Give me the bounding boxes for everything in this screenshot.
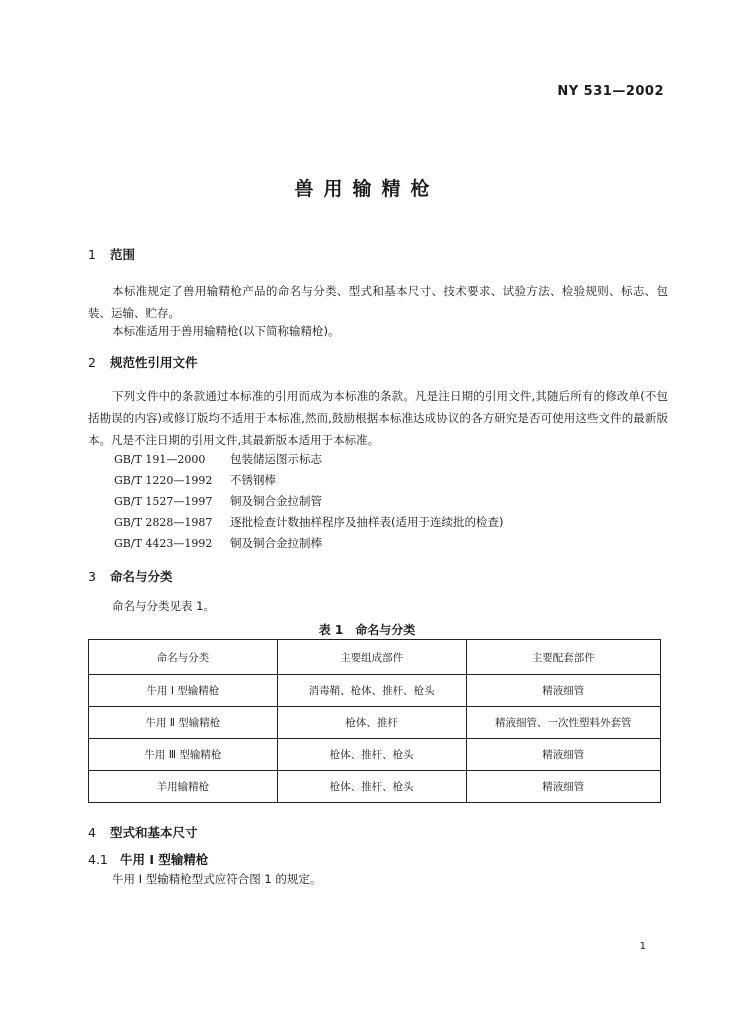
table-row <box>89 771 661 803</box>
table-cell: 枪体、推杆、枪头 <box>277 739 466 771</box>
section-3-paragraph: 命名与分类见表 1。 <box>112 599 215 613</box>
subsection-number: 4.1 <box>88 852 108 867</box>
section-2-paragraph: 下列文件中的条款通过本标准的引用而成为本标准的条款。凡是注日期的引用文件,其随后所有的修改单(不包括勘误的内容)或修订版均不适用于本标准,然而,鼓励根据本标准达成协议的各方研究是否可使用这些文件的最新版本。凡是不注日期的引用文件,其最新版本适用于本标准。 <box>88 389 668 447</box>
reference-code: GB/T 2828—1987 <box>114 516 213 529</box>
reference-item <box>114 472 276 488</box>
table-cell: 牛用 Ⅲ 型输精枪 <box>89 739 278 771</box>
table-cell: 牛用 Ⅱ 型输精枪 <box>89 707 278 739</box>
section-number: 3 <box>88 569 96 584</box>
subsection-4-1-heading <box>88 850 208 868</box>
section-title: 型式和基本尺寸 <box>110 825 198 840</box>
reference-item <box>114 535 322 551</box>
document-title: 兽用输精枪 <box>294 178 440 200</box>
subsection-title: 牛用 I 型输精枪 <box>120 852 209 867</box>
table-cell: 枪体、推杆 <box>277 707 466 739</box>
reference-item <box>114 451 322 467</box>
table-row <box>89 739 661 771</box>
section-number: 1 <box>88 247 96 262</box>
section-title: 范围 <box>110 247 136 262</box>
table-cell: 精液细管 <box>466 739 661 771</box>
reference-item <box>114 514 503 530</box>
reference-name: 不锈钢棒 <box>230 473 276 487</box>
section-title: 命名与分类 <box>110 569 173 584</box>
table-cell: 精液细管 <box>466 771 661 803</box>
table-header-cell: 命名与分类 <box>89 640 278 675</box>
table-row <box>89 675 661 707</box>
section-1-heading <box>88 245 135 263</box>
standard-code: NY 531—2002 <box>557 84 664 99</box>
table-row <box>89 707 661 739</box>
table-cell: 羊用输精枪 <box>89 771 278 803</box>
section-title: 规范性引用文件 <box>110 355 198 370</box>
table-header-cell: 主要组成部件 <box>277 640 466 675</box>
table-cell: 精液细管、一次性塑料外套管 <box>466 707 661 739</box>
table-cell: 枪体、推杆、枪头 <box>277 771 466 803</box>
table-caption: 表 1 命名与分类 <box>318 623 416 637</box>
table-header-row <box>89 640 661 675</box>
table-cell: 精液细管 <box>466 675 661 707</box>
section-number: 2 <box>88 355 96 370</box>
reference-name: 包装储运图示标志 <box>230 452 322 466</box>
reference-code: GB/T 4423—1992 <box>114 537 213 550</box>
section-2-heading <box>88 353 198 371</box>
reference-name: 逐批检查计数抽样程序及抽样表(适用于连续批的检查) <box>230 515 504 529</box>
page-number: 1 <box>639 941 646 952</box>
reference-code: GB/T 191—2000 <box>114 453 206 466</box>
subsection-4-1-paragraph: 牛用 I 型输精枪型式应符合图 1 的规定。 <box>112 872 322 886</box>
section-1-paragraph-2: 本标准适用于兽用输精枪(以下简称输精枪)。 <box>112 324 340 338</box>
table-header-cell: 主要配套部件 <box>466 640 661 675</box>
reference-name: 铜及铜合金拉制管 <box>230 494 322 508</box>
reference-item <box>114 493 322 509</box>
reference-name: 铜及铜合金拉制棒 <box>230 536 322 550</box>
section-number: 4 <box>88 825 96 840</box>
section-1-paragraph-1: 本标准规定了兽用输精枪产品的命名与分类、型式和基本尺寸、技术要求、试验方法、检验规则、标志、包装、运输、贮存。 <box>88 284 668 320</box>
reference-code: GB/T 1527—1997 <box>114 495 213 508</box>
reference-code: GB/T 1220—1992 <box>114 474 213 487</box>
table-cell: 牛用 I 型输精枪 <box>89 675 278 707</box>
section-4-heading <box>88 823 198 841</box>
classification-table <box>88 639 661 803</box>
section-3-heading <box>88 567 173 585</box>
table-cell: 消毒鞘、枪体、推杆、枪头 <box>277 675 466 707</box>
